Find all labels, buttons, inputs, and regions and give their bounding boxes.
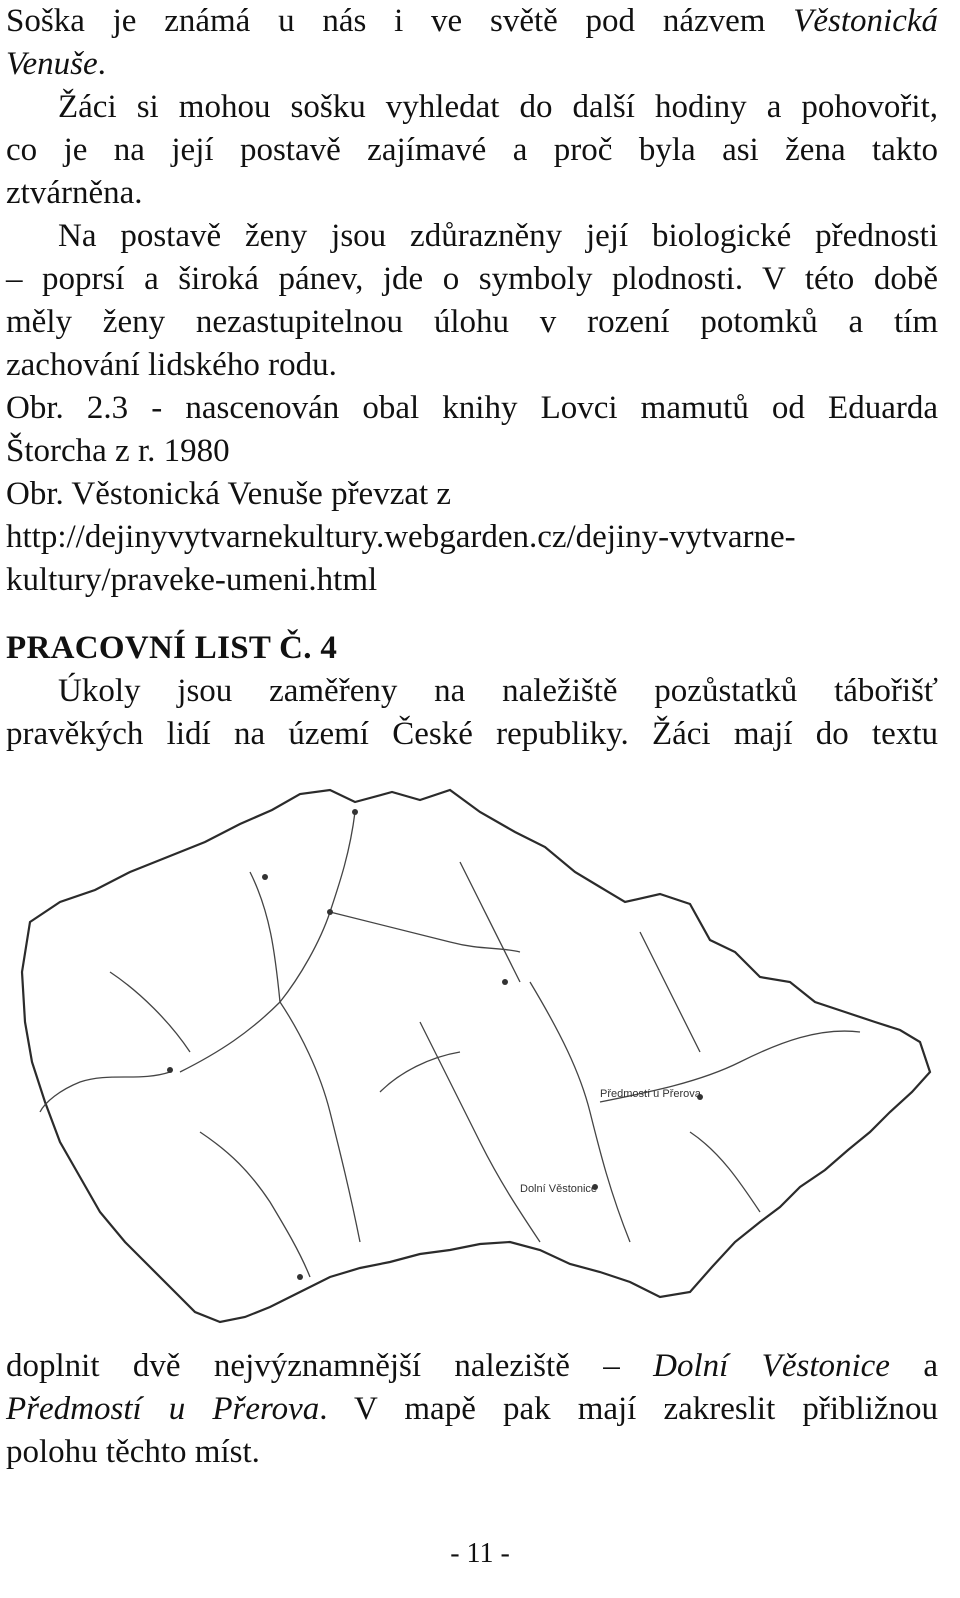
- text-line: ztvárněna.: [6, 175, 143, 211]
- text-span: doplnit dvě nejvýznamnější naleziště –: [6, 1348, 620, 1384]
- text-line: [6, 0, 938, 43]
- text-line: – poprsí a široká pánev, jde o symboly plodnosti. V této době: [6, 261, 938, 297]
- figure-caption: Obr. 2.3 - nascenován obal knihy Lovci mamutů od Eduarda: [6, 390, 938, 426]
- settlement-dots: [167, 809, 703, 1280]
- rivers: [40, 812, 860, 1277]
- text-line: [6, 1388, 938, 1431]
- map-label-predmosti: Předmostí u Přerova: [600, 1088, 701, 1100]
- text-line: měly ženy nezastupitelnou úlohu v rození potomků a tím: [6, 304, 938, 340]
- figure-caption: Štorcha z r. 1980: [6, 433, 230, 469]
- text-span: . V mapě pak mají zakreslit přibližnou: [319, 1391, 938, 1427]
- text-line: Na postavě ženy jsou zdůrazněny její biologické přednosti: [58, 218, 938, 254]
- italic-term: Předmostí u Přerova: [6, 1391, 320, 1427]
- paragraph-venus: [6, 0, 938, 602]
- text-span: .: [97, 46, 106, 82]
- text-line: Žáci si mohou sošku vyhledat do další hodiny a pohovořit,: [58, 89, 938, 125]
- source-url: kultury/praveke-umeni.html: [6, 562, 378, 598]
- worksheet-heading: PRACOVNÍ LIST Č. 4: [6, 630, 338, 666]
- italic-term: Venuše: [6, 46, 98, 82]
- text-line: [6, 43, 938, 86]
- czech-map: [0, 772, 960, 1337]
- text-line: zachování lidského rodu.: [6, 347, 337, 383]
- country-border: [22, 790, 930, 1322]
- italic-term: Dolní Věstonice: [653, 1348, 890, 1384]
- text-line: pravěkých lidí na území České republiky. Žáci mají do textu: [6, 716, 938, 752]
- source-url: http://dejinyvytvarnekultury.webgarden.cz/dejiny-vytvarne-: [6, 519, 796, 555]
- text-line: polohu těchto míst.: [6, 1434, 260, 1470]
- figure-caption: Obr. Věstonická Venuše převzat z: [6, 476, 452, 512]
- text-span: Soška je známá u nás i ve světě pod názvem: [6, 3, 766, 39]
- map-label-dolni-vestonice: Dolní Věstonice: [520, 1183, 598, 1195]
- text-line: co je na její postavě zajímavé a proč byla asi žena takto: [6, 132, 938, 168]
- text-line: Úkoly jsou zaměřeny na naležiště pozůstatků tábořišť: [58, 673, 938, 709]
- page-number: - 11 -: [450, 1538, 510, 1569]
- text-span: a: [923, 1348, 939, 1384]
- text-line: [6, 1345, 938, 1388]
- italic-term: Věstonická: [793, 3, 938, 39]
- map-drawing: [0, 772, 960, 1337]
- paragraph-instructions: [6, 1345, 938, 1474]
- paragraph-task: [6, 670, 938, 756]
